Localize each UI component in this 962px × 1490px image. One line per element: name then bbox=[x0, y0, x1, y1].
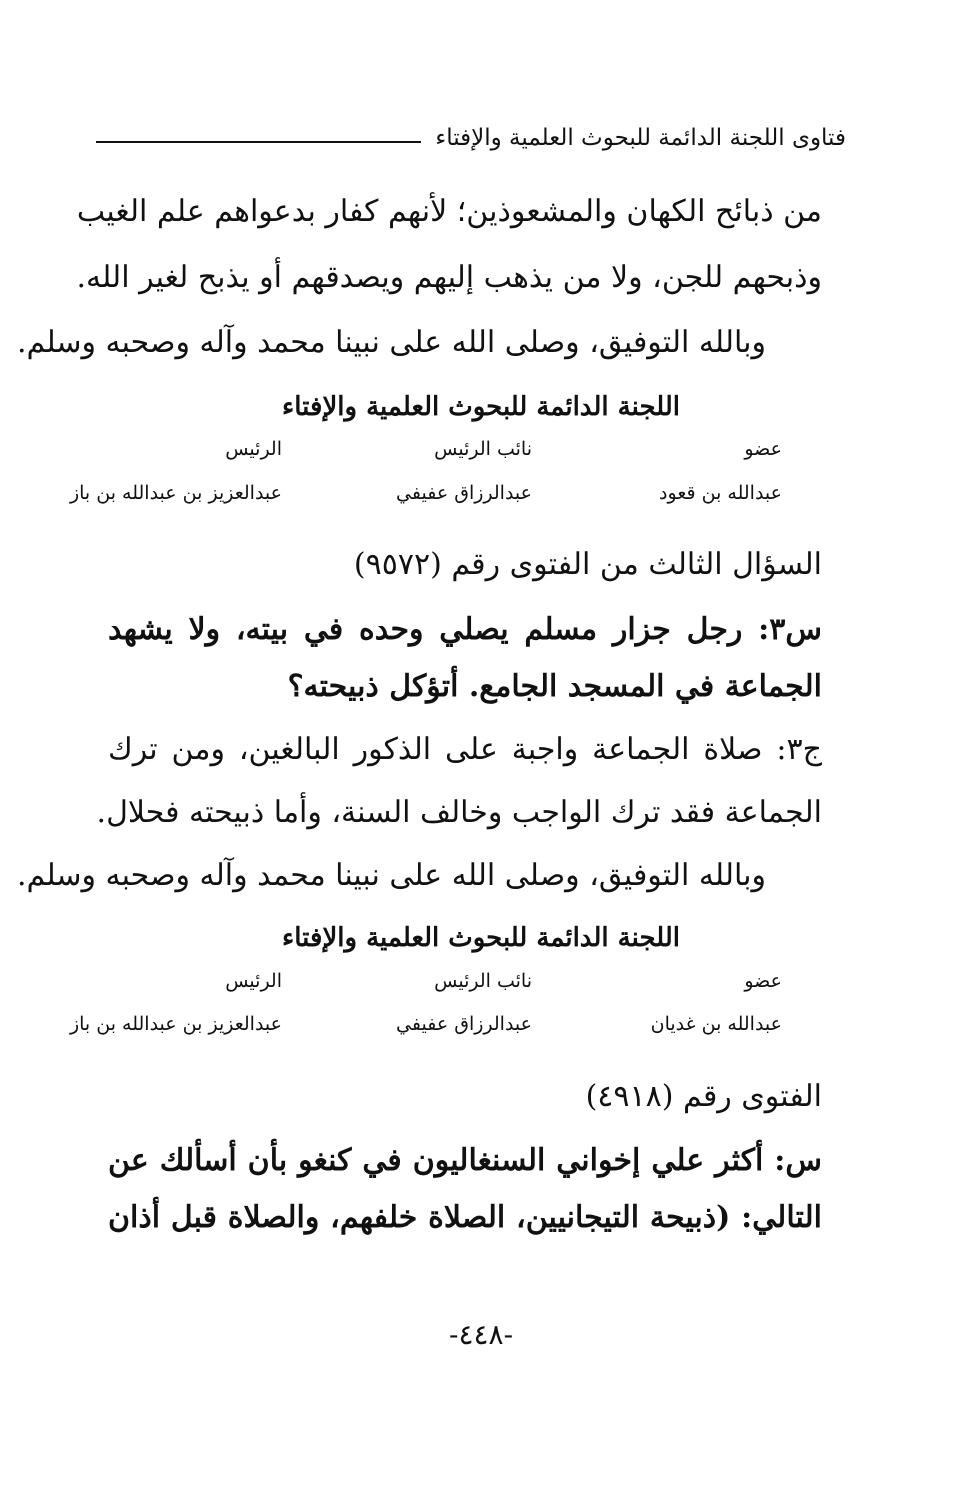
signature-names bbox=[69, 482, 782, 510]
question-line: الجماعة في المسجد الجامع. أتؤكل ذبيحته؟ bbox=[287, 669, 822, 704]
answer-line: ج٣: صلاة الجماعة واجبة على الذكور البالغين، ومن ترك bbox=[108, 732, 822, 767]
signature-roles bbox=[130, 970, 782, 998]
member-name: عبدالله بن قعود bbox=[659, 482, 782, 504]
header-rule bbox=[96, 141, 421, 143]
answer-line: الجماعة فقد ترك الواجب وخالف السنة، وأما ذبيحته فحلال. bbox=[96, 795, 822, 830]
signature-roles bbox=[130, 438, 782, 466]
president-name: عبدالعزيز بن عبدالله بن باز bbox=[69, 482, 282, 504]
header-title: فتاوى اللجنة الدائمة للبحوث العلمية والإفتاء bbox=[435, 125, 846, 151]
body-line: وذبحهم للجن، ولا من يذهب إليهم ويصدقهم أو يذبح لغير الله. bbox=[76, 260, 822, 295]
signature-names bbox=[69, 1013, 782, 1041]
question-line: التالي: (ذبيحة التيجانيين، الصلاة خلفهم، والصلاة قبل أذان bbox=[108, 1200, 822, 1235]
committee-heading: اللجنة الدائمة للبحوث العلمية والإفتاء bbox=[282, 392, 680, 422]
role-president: الرئيس bbox=[225, 970, 282, 992]
role-president: الرئيس bbox=[225, 438, 282, 460]
running-header bbox=[96, 118, 846, 158]
vice-president-name: عبدالرزاق عفيفي bbox=[396, 482, 532, 504]
closing-line: وبالله التوفيق، وصلى الله على نبينا محمد وآله وصحبه وسلم. bbox=[16, 325, 766, 360]
vice-president-name: عبدالرزاق عفيفي bbox=[396, 1013, 532, 1035]
question-heading: السؤال الثالث من الفتوى رقم (٩٥٧٢) bbox=[353, 547, 822, 582]
role-member: عضو bbox=[744, 970, 782, 992]
role-vice-president: نائب الرئيس bbox=[434, 438, 532, 460]
role-vice-president: نائب الرئيس bbox=[434, 970, 532, 992]
page-number: -٤٤٨- bbox=[448, 1318, 514, 1351]
committee-heading: اللجنة الدائمة للبحوث العلمية والإفتاء bbox=[282, 923, 680, 953]
question-line: س٣: رجل جزار مسلم يصلي وحده في بيته، ولا يشهد bbox=[108, 612, 823, 647]
closing-line: وبالله التوفيق، وصلى الله على نبينا محمد وآله وصحبه وسلم. bbox=[16, 858, 766, 893]
question-line: س: أكثر علي إخواني السنغاليون في كنغو بأن أسألك عن bbox=[108, 1143, 822, 1178]
member-name: عبدالله بن غديان bbox=[650, 1013, 782, 1035]
president-name: عبدالعزيز بن عبدالله بن باز bbox=[69, 1013, 282, 1035]
fatwa-heading: الفتوى رقم (٤٩١٨) bbox=[585, 1079, 822, 1114]
body-line: من ذبائح الكهان والمشعوذين؛ لأنهم كفار بدعواهم علم الغيب bbox=[76, 194, 822, 229]
role-member: عضو bbox=[744, 438, 782, 460]
